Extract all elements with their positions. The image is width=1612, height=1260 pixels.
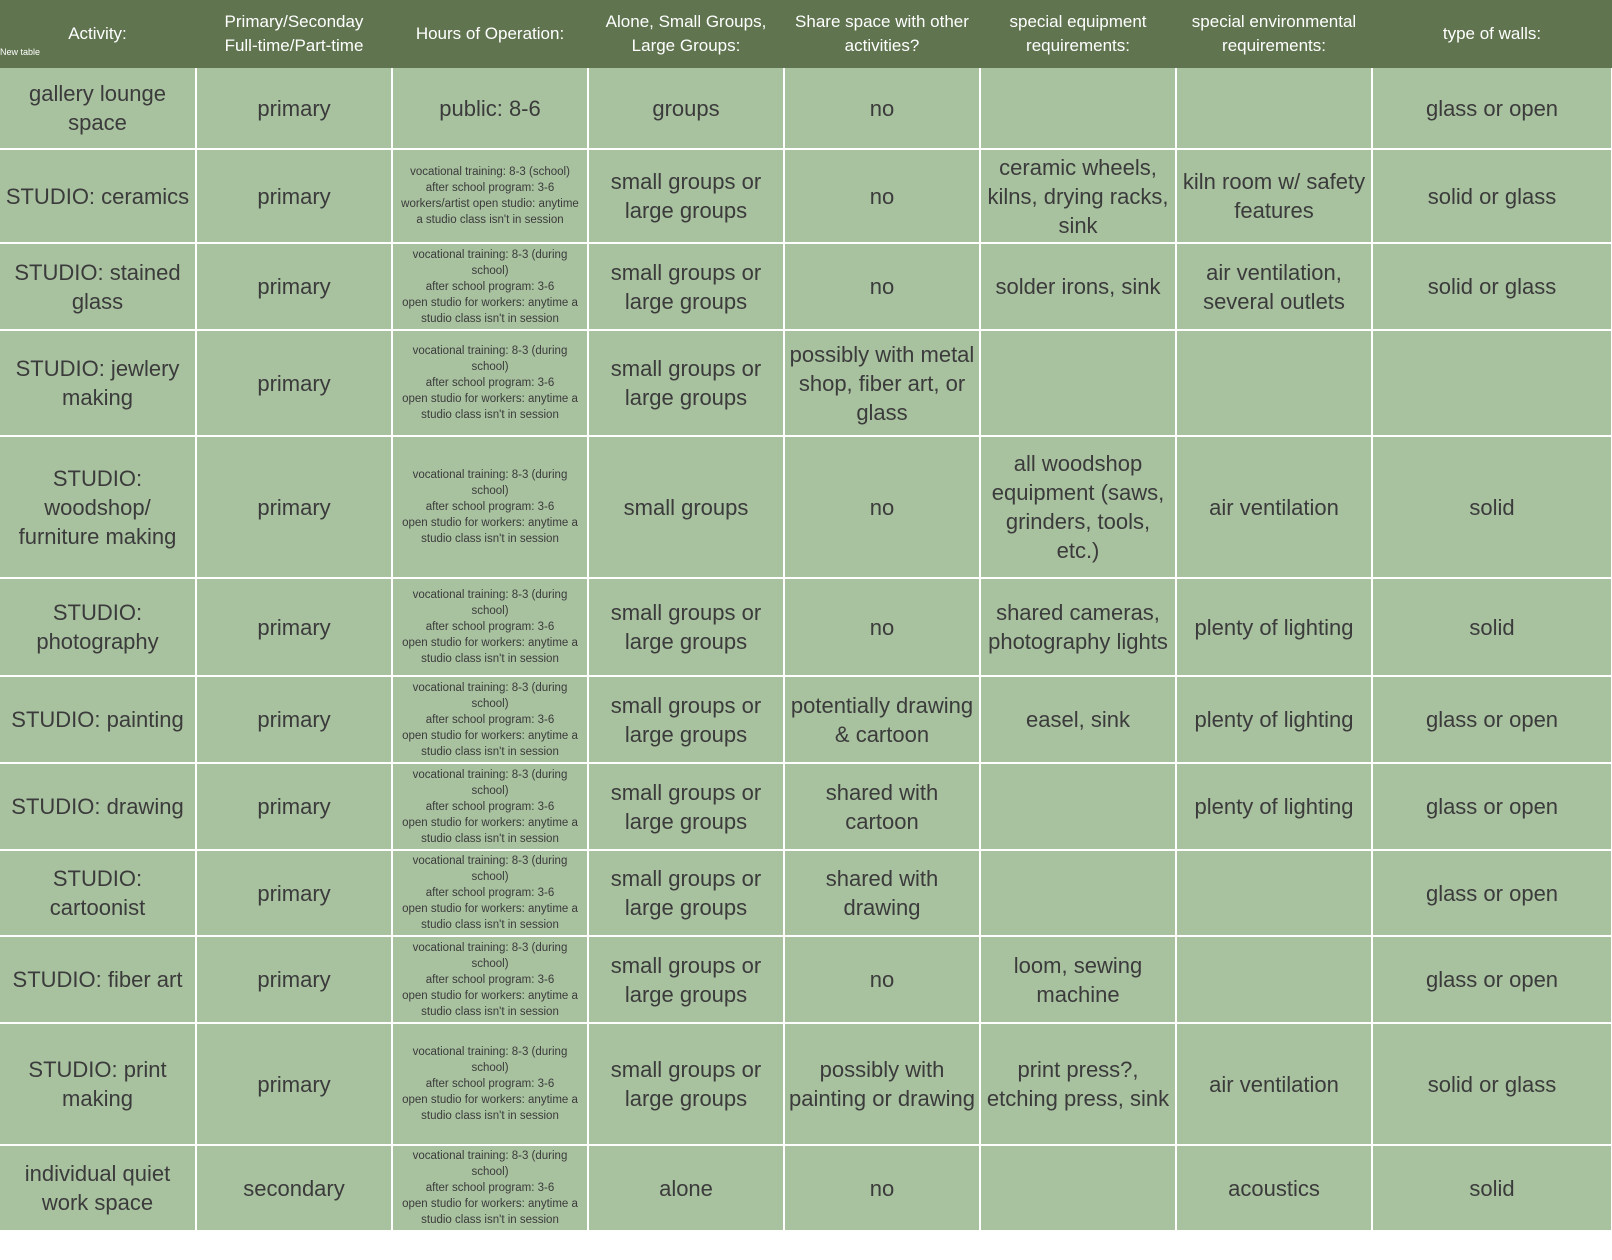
group-size-cell[interactable]: groups (588, 68, 784, 149)
hours-line: vocational training: 8-3 (during school) (412, 1150, 568, 1178)
equipment-cell[interactable] (980, 850, 1176, 936)
activity-cell[interactable]: individual quiet work space (0, 1145, 196, 1231)
group-size-cell[interactable]: alone (588, 1145, 784, 1231)
table-row[interactable] (0, 330, 1612, 436)
environment-cell[interactable]: air ventilation (1176, 436, 1372, 578)
walls-cell[interactable]: solid (1372, 578, 1612, 676)
column-header-label: Primary/Seconday Full-time/Part-time (224, 12, 364, 55)
environment-cell[interactable] (1176, 850, 1372, 936)
share-space-cell[interactable]: shared with drawing (784, 850, 980, 936)
hours-line: after school program: 3-6 (425, 377, 555, 389)
hours-line: vocational training: 8-3 (during school) (412, 469, 568, 497)
share-space-cell[interactable]: no (784, 243, 980, 330)
share-space-cell[interactable]: possibly with painting or drawing (784, 1023, 980, 1145)
walls-cell[interactable]: glass or open (1372, 763, 1612, 850)
equipment-cell[interactable] (980, 68, 1176, 149)
activity-cell[interactable]: STUDIO: print making (0, 1023, 196, 1145)
equipment-cell[interactable] (980, 763, 1176, 850)
group-size-cell[interactable]: small groups or large groups (588, 676, 784, 763)
walls-cell[interactable]: glass or open (1372, 68, 1612, 149)
share-space-cell[interactable]: shared with cartoon (784, 763, 980, 850)
priority-cell[interactable]: primary (196, 676, 392, 763)
hours-line: public: 8-6 (439, 95, 541, 121)
priority-cell[interactable]: primary (196, 436, 392, 578)
table-row[interactable] (0, 578, 1612, 676)
share-space-cell[interactable]: possibly with metal shop, fiber art, or glass (784, 330, 980, 436)
priority-cell[interactable]: primary (196, 578, 392, 676)
hours-line: vocational training: 8-3 (during school) (412, 345, 568, 373)
table-label: New table (0, 47, 41, 57)
hours-line: vocational training: 8-3 (during school) (412, 1046, 568, 1074)
hours-line: open studio for workers: anytime a studio class isn't in session (402, 729, 578, 758)
hours-cell[interactable] (392, 436, 588, 578)
activity-cell[interactable]: STUDIO: cartoonist (0, 850, 196, 936)
column-header-label: Share space with other activities? (795, 12, 969, 55)
share-space-cell[interactable]: no (784, 578, 980, 676)
group-size-cell[interactable]: small groups or large groups (588, 1023, 784, 1145)
walls-cell[interactable]: solid (1372, 436, 1612, 578)
hours-cell[interactable] (392, 850, 588, 936)
priority-cell[interactable]: primary (196, 1023, 392, 1145)
hours-cell[interactable] (392, 763, 588, 850)
hours-line: open studio for workers: anytime a studio class isn't in session (402, 517, 578, 545)
group-size-cell[interactable]: small groups or large groups (588, 243, 784, 330)
activity-cell[interactable]: STUDIO: jewlery making (0, 330, 196, 436)
environment-cell[interactable]: acoustics (1176, 1145, 1372, 1231)
activity-cell[interactable]: STUDIO: stained glass (0, 243, 196, 330)
environment-cell[interactable]: plenty of lighting (1176, 763, 1372, 850)
column-header-share-space[interactable] (784, 0, 980, 68)
hours-cell[interactable] (392, 578, 588, 676)
column-header-label: Alone, Small Groups, Large Groups: (605, 12, 767, 55)
group-size-cell[interactable]: small groups or large groups (588, 850, 784, 936)
activity-cell[interactable]: STUDIO: drawing (0, 763, 196, 850)
column-header-label: type of walls: (1442, 24, 1542, 43)
table-row[interactable] (0, 1023, 1612, 1145)
table-row[interactable] (0, 1145, 1612, 1231)
share-space-cell[interactable]: no (784, 1145, 980, 1231)
group-size-cell[interactable]: small groups or large groups (588, 578, 784, 676)
equipment-cell[interactable] (980, 330, 1176, 436)
equipment-cell[interactable] (980, 1145, 1176, 1231)
share-space-cell[interactable]: no (784, 936, 980, 1023)
table-body (0, 68, 1612, 1231)
equipment-cell[interactable]: solder irons, sink (980, 243, 1176, 330)
hours-cell[interactable] (392, 1023, 588, 1145)
table-row[interactable] (0, 149, 1612, 243)
hours-line: open studio for workers: anytime a studio class isn't in session (402, 816, 578, 845)
priority-cell[interactable]: primary (196, 68, 392, 149)
hours-cell[interactable] (392, 330, 588, 436)
hours-line: open studio for workers: anytime a studio class isn't in session (402, 903, 578, 931)
environment-cell[interactable]: air ventilation (1176, 1023, 1372, 1145)
hours-line: after school program: 3-6 (425, 621, 555, 633)
hours-line: after school program: 3-6 (425, 280, 555, 293)
activity-cell[interactable]: STUDIO: painting (0, 676, 196, 763)
walls-cell[interactable]: solid or glass (1372, 243, 1612, 330)
table-row[interactable] (0, 436, 1612, 578)
group-size-cell[interactable]: small groups or large groups (588, 936, 784, 1023)
priority-cell[interactable]: secondary (196, 1145, 392, 1231)
share-space-cell[interactable]: potentially drawing & cartoon (784, 676, 980, 763)
column-header-label: special environmental requirements: (1191, 12, 1357, 55)
hours-line: open studio for workers: anytime a studio class isn't in session (402, 296, 578, 325)
equipment-cell[interactable]: print press?, etching press, sink (980, 1023, 1176, 1145)
hours-cell[interactable] (392, 243, 588, 330)
table-row[interactable] (0, 763, 1612, 850)
hours-cell[interactable] (392, 936, 588, 1023)
walls-cell[interactable]: glass or open (1372, 676, 1612, 763)
hours-line: after school program: 3-6 (425, 973, 555, 986)
walls-cell[interactable]: solid (1372, 1145, 1612, 1231)
column-header-label: Hours of Operation: (415, 24, 565, 43)
group-size-cell[interactable]: small groups or large groups (588, 330, 784, 436)
activity-cell[interactable]: STUDIO: fiber art (0, 936, 196, 1023)
table-row[interactable] (0, 243, 1612, 330)
equipment-cell[interactable]: loom, sewing machine (980, 936, 1176, 1023)
share-space-cell[interactable]: no (784, 149, 980, 243)
activity-cell[interactable]: STUDIO: photography (0, 578, 196, 676)
environment-cell[interactable] (1176, 936, 1372, 1023)
table-row[interactable] (0, 68, 1612, 149)
group-size-cell[interactable]: small groups or large groups (588, 763, 784, 850)
hours-line: after school program: 3-6 (425, 800, 555, 813)
hours-line: vocational training: 8-3 (during school) (412, 248, 568, 277)
walls-cell[interactable]: glass or open (1372, 850, 1612, 936)
equipment-cell[interactable]: all woodshop equipment (saws, grinders, tools, etc.) (980, 436, 1176, 578)
priority-cell[interactable]: primary (196, 243, 392, 330)
hours-line: open studio for workers: anytime a studio class isn't in session (402, 1198, 578, 1226)
activity-cell[interactable]: gallery lounge space (0, 68, 196, 149)
walls-cell[interactable]: glass or open (1372, 936, 1612, 1023)
hours-cell[interactable] (392, 676, 588, 763)
environment-cell[interactable]: air ventilation, several outlets (1176, 243, 1372, 330)
hours-line: after school program: 3-6 (425, 1078, 555, 1090)
hours-line: vocational training: 8-3 (during school) (412, 681, 568, 710)
walls-cell[interactable] (1372, 330, 1612, 436)
priority-cell[interactable]: primary (196, 850, 392, 936)
hours-line: after school program: 3-6 (425, 501, 555, 513)
priority-cell[interactable]: primary (196, 330, 392, 436)
hours-line: vocational training: 8-3 (school) (410, 166, 570, 178)
environment-cell[interactable] (1176, 68, 1372, 149)
column-header-label: Activity: (68, 24, 127, 43)
hours-line: workers/artist open studio: anytime a studio class isn't in session (401, 198, 579, 226)
table-row[interactable] (0, 936, 1612, 1023)
priority-cell[interactable]: primary (196, 149, 392, 243)
column-header-label: special equipment requirements: (1009, 12, 1147, 55)
hours-cell[interactable] (392, 68, 588, 149)
column-header-equipment[interactable] (980, 0, 1176, 68)
environment-cell[interactable]: kiln room w/ safety features (1176, 149, 1372, 243)
header-row (0, 0, 1612, 68)
share-space-cell[interactable]: no (784, 68, 980, 149)
walls-cell[interactable]: solid or glass (1372, 1023, 1612, 1145)
hours-line: open studio for workers: anytime a studio class isn't in session (402, 393, 578, 421)
hours-line: after school program: 3-6 (425, 887, 555, 899)
walls-cell[interactable]: solid or glass (1372, 149, 1612, 243)
hours-line: after school program: 3-6 (425, 713, 555, 726)
environment-cell[interactable]: plenty of lighting (1176, 578, 1372, 676)
priority-cell[interactable]: primary (196, 936, 392, 1023)
activity-cell[interactable]: STUDIO: ceramics (0, 149, 196, 243)
column-header-activity[interactable] (0, 0, 196, 68)
column-header-hours[interactable] (392, 0, 588, 68)
hours-line: open studio for workers: anytime a studio class isn't in session (402, 989, 578, 1018)
equipment-cell[interactable]: shared cameras, photography lights (980, 578, 1176, 676)
column-header-environment[interactable] (1176, 0, 1372, 68)
table-row[interactable] (0, 676, 1612, 763)
hours-cell[interactable] (392, 149, 588, 243)
hours-line: vocational training: 8-3 (during school) (412, 768, 568, 797)
hours-line: after school program: 3-6 (425, 1182, 555, 1194)
activity-cell[interactable]: STUDIO: woodshop/ furniture making (0, 436, 196, 578)
hours-line: open studio for workers: anytime a studio class isn't in session (402, 1094, 578, 1122)
hours-line: after school program: 3-6 (425, 182, 555, 194)
hours-line: vocational training: 8-3 (during school) (412, 589, 568, 617)
column-header-group-size[interactable] (588, 0, 784, 68)
equipment-cell[interactable]: ceramic wheels, kilns, drying racks, sink (980, 149, 1176, 243)
environment-cell[interactable] (1176, 330, 1372, 436)
environment-cell[interactable]: plenty of lighting (1176, 676, 1372, 763)
group-size-cell[interactable]: small groups or large groups (588, 149, 784, 243)
hours-line: open studio for workers: anytime a studio class isn't in session (402, 637, 578, 665)
column-header-walls[interactable] (1372, 0, 1612, 68)
table-row[interactable] (0, 850, 1612, 936)
hours-line: vocational training: 8-3 (during school) (412, 941, 568, 970)
hours-cell[interactable] (392, 1145, 588, 1231)
group-size-cell[interactable]: small groups (588, 436, 784, 578)
equipment-cell[interactable]: easel, sink (980, 676, 1176, 763)
hours-line: vocational training: 8-3 (during school) (412, 855, 568, 883)
share-space-cell[interactable]: no (784, 436, 980, 578)
column-header-priority[interactable] (196, 0, 392, 68)
priority-cell[interactable]: primary (196, 763, 392, 850)
